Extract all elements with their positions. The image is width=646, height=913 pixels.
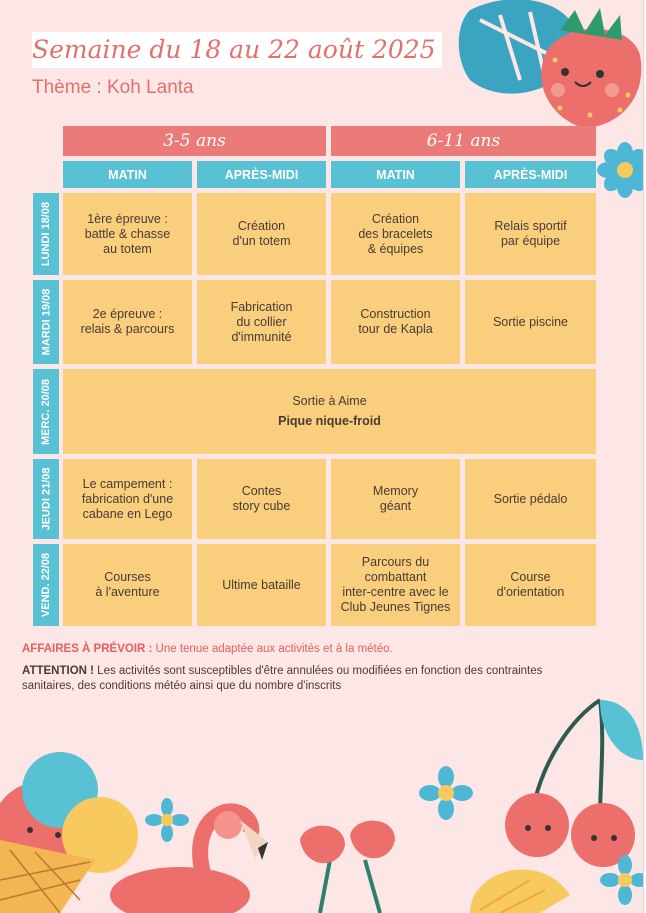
activity-cell: Course d'orientation xyxy=(465,544,596,626)
affaires-text: Une tenue adaptée aux activités et à la météo. xyxy=(152,643,393,655)
picnic-text: Pique nique-froid xyxy=(278,414,381,428)
activity-cell-merged xyxy=(63,369,596,454)
column-header-apres-midi: APRÈS-MIDI xyxy=(465,161,596,188)
activity-cell: Création des bracelets & équipes xyxy=(331,193,460,275)
column-header-matin: MATIN xyxy=(331,161,460,188)
attention-text: Les activités sont susceptibles d'être annulées ou modifiées en fonction des contraintes sanitaires, des conditions météo ainsi que du nombre d'inscrits xyxy=(22,665,543,692)
group-header-3-5: 3-5 ans xyxy=(63,126,326,156)
activity-cell: Sortie pédalo xyxy=(465,459,596,539)
activity-cell: 2e épreuve : relais & parcours xyxy=(63,280,192,364)
activity-cell: Fabrication du collier d'immunité xyxy=(197,280,326,364)
activity-cell: Création d'un totem xyxy=(197,193,326,275)
attention-label: ATTENTION ! xyxy=(22,665,94,677)
activity-cell: Le campement : fabrication d'une cabane en Lego xyxy=(63,459,192,539)
activity-cell: Construction tour de Kapla xyxy=(331,280,460,364)
affaires-note xyxy=(22,643,393,655)
flower-icon xyxy=(597,142,643,198)
activity-cell: Parcours du combattant inter-centre avec le Club Jeunes Tignes xyxy=(331,544,460,626)
cherries-icon xyxy=(505,700,643,867)
activity-cell: Relais sportif par équipe xyxy=(465,193,596,275)
group-header-6-11: 6-11 ans xyxy=(331,126,596,156)
affaires-label: AFFAIRES À PRÉVOIR : xyxy=(22,643,153,655)
day-label-lundi: LUNDI 18/08 xyxy=(33,193,59,275)
theme-label: Thème : Koh Lanta xyxy=(32,77,194,98)
attention-note xyxy=(22,664,582,694)
page-title: Semaine du 18 au 22 août 2025 xyxy=(32,32,442,68)
outing-text: Sortie à Aime xyxy=(292,394,367,408)
day-label-mardi: MARDI 19/08 xyxy=(33,280,59,364)
activity-cell: 1ère épreuve : battle & chasse au totem xyxy=(63,193,192,275)
day-label-vendredi: VEND. 22/08 xyxy=(33,544,59,626)
activity-cell: Memory géant xyxy=(331,459,460,539)
column-header-apres-midi: APRÈS-MIDI xyxy=(197,161,326,188)
day-label-jeudi: JEUDI 21/08 xyxy=(33,459,59,539)
activity-cell: Ultime bataille xyxy=(197,544,326,626)
column-header-matin: MATIN xyxy=(63,161,192,188)
activity-cell: Courses à l'aventure xyxy=(63,544,192,626)
activity-cell: Sortie piscine xyxy=(465,280,596,364)
activity-cell: Contes story cube xyxy=(197,459,326,539)
day-label-mercredi: MERC. 20/08 xyxy=(33,369,59,454)
tulip-icon xyxy=(300,821,395,913)
